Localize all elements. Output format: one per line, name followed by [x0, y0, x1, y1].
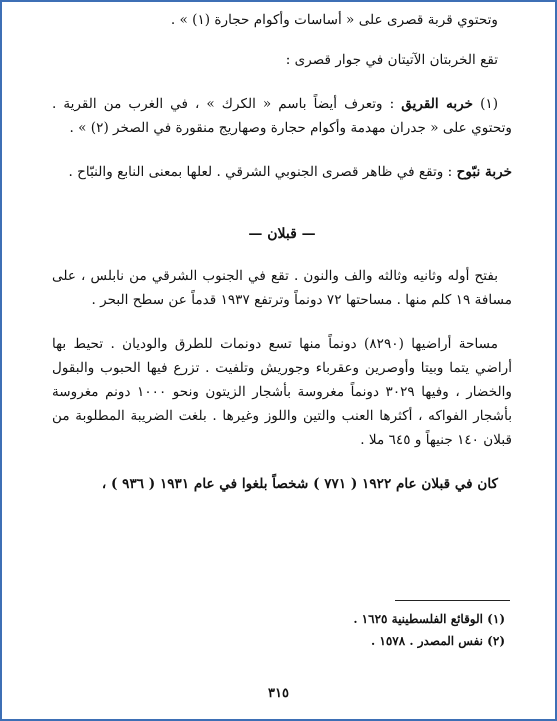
- ruins-lead: تقع الخربتان الآتيتان في جوار قصرى :: [285, 52, 498, 68]
- ruin-1-text: : وتعرف أيضاً باسم « الكرك » ، في الغرب من القرية . وتحتوي على « جدران مهدمة وأكوام حجارة وصهاريج منقورة في الصخر (٢) » .: [52, 96, 512, 136]
- ruin-1-name: خربه القريق: [401, 96, 474, 112]
- section-heading: — قبلان —: [248, 226, 316, 242]
- ruin-2-text: : وتقع في ظاهر قصرى الجنوبي الشرقي . لعلها بمعنى النابع والنبّاح .: [68, 164, 453, 180]
- ruin-2-name: خربة نبّوح: [456, 164, 512, 180]
- footnote-2: (٢) نفس المصدر . ١٥٧٨ .: [371, 634, 505, 648]
- page-number: ٣١٥: [268, 686, 289, 701]
- footnotes: [353, 608, 505, 652]
- paragraph-location: بفتح أوله وثانيه وثالثه والف والنون . تقع في الجنوب الشرقي من نابلس ، على مسافة ١٩ كلم منها . مساحتها ٧٢ دونماً وترتفع ١٩٣٧ قدماً عن سطح البحر .: [52, 268, 512, 308]
- footnote-1: (١) الوقائع الفلسطينية ١٦٢٥ .: [353, 612, 505, 626]
- intro-line: وتحتوي قربة قصرى على « أساسات وأكوام حجارة (١) » .: [170, 12, 498, 28]
- paragraph-lands: مساحة أراضيها (٨٢٩٠) دونماً منها تسع دونمات للطرق والوديان . تحيط بها أراضي يتما وبيتا وأوصرين وعقرباء وجوريش وتلفيت . تزرع فيها الحبوب والبقول والخضار ، وفيها ٣٠٢٩ دونماً مغروسة بأشجار الزيتون ونحو ١٠٠٠ دونم مغروسة بأشجار الفواكه ، أكثرها العنب والتين واللوز وغيرها . بلغت الضريبة المطلوبة من قبلان ١٤٠ جنيهاً و ٦٤٥ ملا .: [52, 336, 512, 448]
- ruin-entry-1: [52, 92, 512, 140]
- page-body: [52, 8, 512, 496]
- footnote-divider: [395, 600, 510, 601]
- ruin-entry-2: [52, 160, 512, 184]
- ruin-1-number: (١): [480, 96, 499, 112]
- paragraph-population: كان في قبلان عام ١٩٢٢ ( ٧٧١ ) شخصاً بلغوا في عام ١٩٣١ ( ٩٣٦ ) ،: [101, 476, 498, 492]
